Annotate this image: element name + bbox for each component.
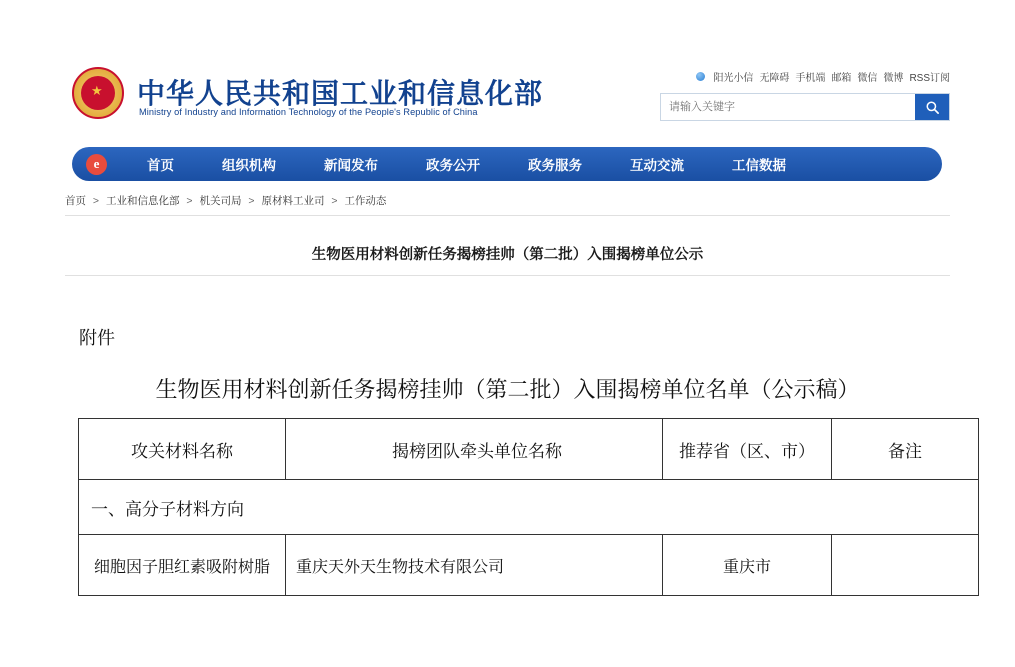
column-header-material: 攻关材料名称 [79,419,286,480]
document-title: 生物医用材料创新任务揭榜挂帅（第二批）入围揭榜单位名单（公示稿） [155,377,860,402]
main-nav [72,147,942,181]
cell-unit: 重庆天外天生物技术有限公司 [286,535,663,596]
cell-material: 细胞因子胆红素吸附树脂 [79,535,286,596]
quicklink-mail[interactable]: 邮箱 [831,73,852,84]
document-sheet [65,47,950,620]
site-header [65,47,950,143]
search-input[interactable] [661,94,915,120]
breadcrumb-item-departments[interactable]: 机关司局 [199,195,242,207]
nav-item-news[interactable]: 新闻发布 [324,158,378,173]
site-title-cn: 中华人民共和国工业和信息化部 [137,78,544,109]
nav-item-home[interactable]: 首页 [147,158,174,173]
breadcrumb-separator: > [331,195,338,207]
column-header-unit: 揭榜团队牵头单位名称 [286,419,663,480]
search-icon [925,100,940,115]
quicklink-weibo[interactable]: 微博 [883,73,904,84]
cell-province: 重庆市 [663,535,832,596]
attachment-label: 附件 [79,328,115,348]
nav-item-interaction[interactable]: 互动交流 [630,158,684,173]
table-section-label: 一、高分子材料方向 [79,480,979,535]
breadcrumb-item-raw-materials[interactable]: 原材料工业司 [261,195,325,207]
national-emblem-icon [72,67,128,123]
quicklink-wechat[interactable]: 微信 [857,73,878,84]
table-row [79,535,979,596]
breadcrumb-separator: > [248,195,255,207]
nav-item-data[interactable]: 工信数据 [732,158,786,173]
winners-table [78,418,979,596]
divider-top [65,215,950,216]
site-title-en: Ministry of Industry and Information Technology of the People's Republic of China [139,107,478,117]
breadcrumb-item-work-updates[interactable]: 工作动态 [344,195,387,207]
column-header-remark: 备注 [832,419,979,480]
breadcrumb [65,193,386,208]
column-header-province: 推荐省（区、市） [663,419,832,480]
search-button[interactable] [915,94,949,120]
search-bar [660,93,950,121]
breadcrumb-separator: > [186,195,193,207]
quick-links [660,69,950,84]
table-section-row [79,480,979,535]
nav-item-organization[interactable]: 组织机构 [222,158,276,173]
quicklink-rss[interactable]: RSS订阅 [909,73,950,84]
breadcrumb-separator: > [92,195,100,207]
page-title: 生物医用材料创新任务揭榜挂帅（第二批）入围揭榜单位公示 [311,247,704,263]
breadcrumb-item-home[interactable]: 首页 [65,195,86,207]
nav-item-government-affairs[interactable]: 政务公开 [426,158,480,173]
globe-icon [696,72,705,81]
nav-item-services[interactable]: 政务服务 [528,158,582,173]
quicklink-accessibility[interactable]: 无障碍 [759,73,790,84]
emblem-star: ★ [91,83,103,98]
table-header-row [79,419,979,480]
divider-under-title [65,275,950,276]
breadcrumb-item-ministry[interactable]: 工业和信息化部 [105,195,180,207]
nav-logo-icon: e [86,154,107,175]
cell-remark [832,535,979,596]
quicklink-sunshine[interactable]: 阳光小信 [713,73,754,84]
quicklink-mobile[interactable]: 手机端 [795,73,826,84]
